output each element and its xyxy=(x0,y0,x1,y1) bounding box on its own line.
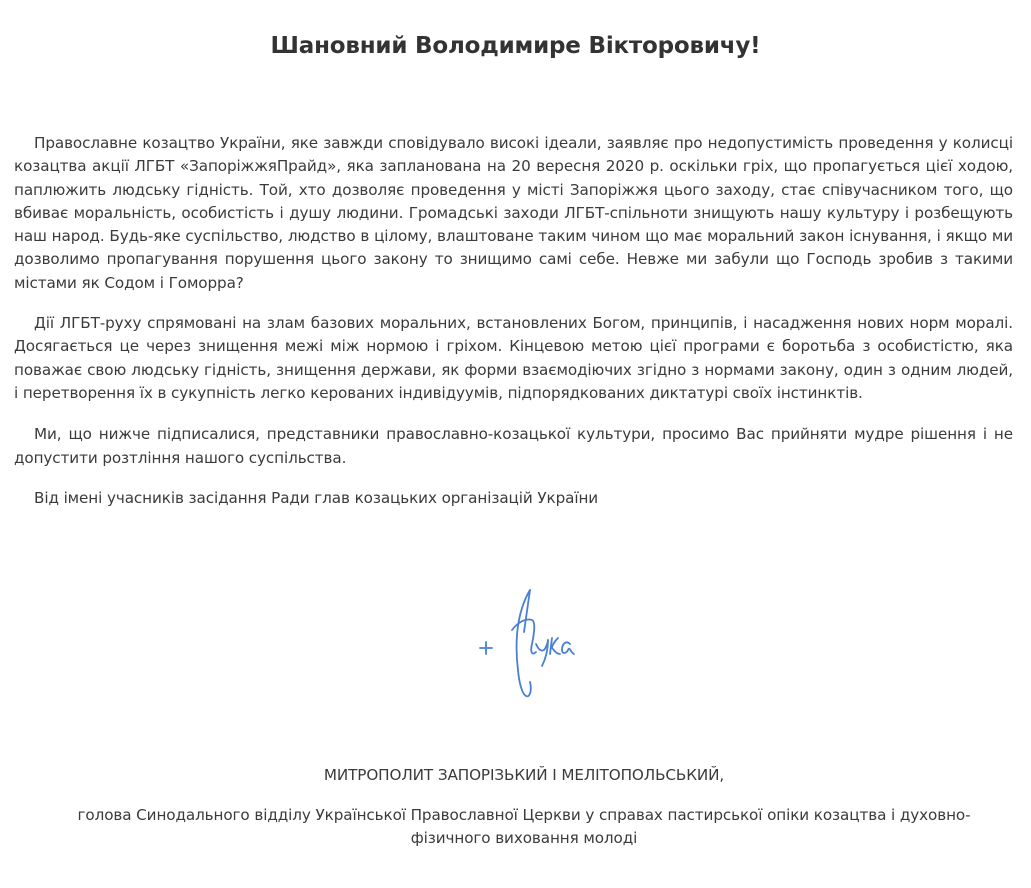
signatory-role: голова Синодального відділу Української Православної Церкви у справах пастирської опіки козацтва і духовно-фізичного виховання молоді xyxy=(77,806,971,847)
letter-body xyxy=(14,132,1013,510)
paragraph-4: Від імені учасників засідання Ради глав козацьких організацій України xyxy=(34,488,599,507)
letter-greeting: Шановний Володимире Вікторовичу! xyxy=(270,33,761,59)
paragraph-3: Ми, що нижче підписалися, представники православно-козацької культури, просимо Вас прийняти мудре рішення і не допустити розтління нашого суспільства. xyxy=(14,425,1013,467)
signatory-title: МИТРОПОЛИТ ЗАПОРІЗЬКИЙ І МЕЛІТОПОЛЬСЬКИЙ, xyxy=(323,766,725,784)
paragraph-1: Православне козацтво України, яке завжди сповідувало високі ідеали, заявляє про недопустимість проведення у колисці козацтва акції ЛГБТ «ЗапоріжжяПрайд», яка запланована на 20 вересня 2020 р. оскільки гріх, що пропагується цієї ходою, паплюжить людську гідність. Той, хто дозволяє проведення у місті Запоріжжя цього заходу, стає співучасником того, що вбиває моральність, особистість і душу людини. Громадські заходи ЛГБТ-спільноти знищують нашу культуру і розбещують наш народ. Будь-яке суспільство, людство в цілому, влаштоване таким чином що має моральний закон існування, і якщо ми дозволимо пропагування порушення цього закону то знищимо самі себе. Невже ми забули що Господь зробив з такими містами як Содом і Гоморра? xyxy=(14,134,1013,292)
handwritten-signature xyxy=(470,582,580,702)
paragraph-2: Дії ЛГБТ-руху спрямовані на злам базових моральних, встановлених Богом, принципів, і насадження нових норм моралі. Досягається це через знищення межі між нормою і гріхом. Кінцевою метою цієї програми є боротьба з особистістю, яка поважає свою людську гідність, знищення держави, як форми взаємодіючих згідно з нормами закону, один з одним людей, і перетворення їх в сукупність легко керованих індивідуумів, підпорядкованих диктатурі своїх інстинктів. xyxy=(14,314,1013,402)
